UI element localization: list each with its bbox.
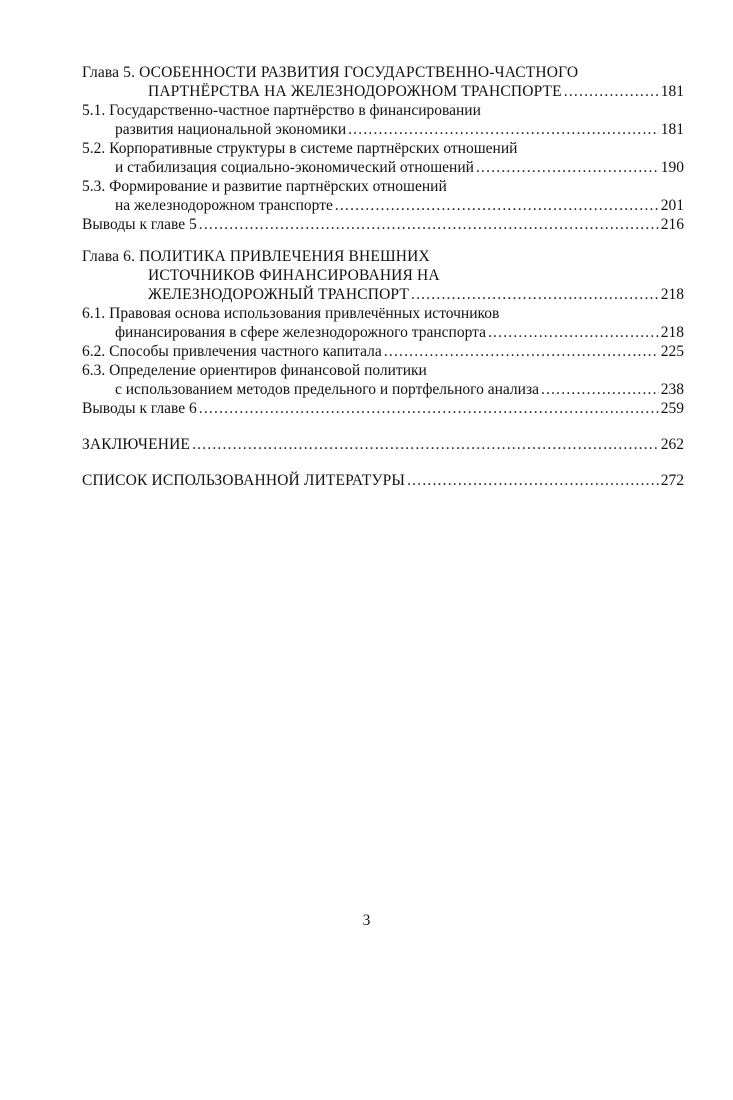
toc-section-5-3-line-1: 5.3. Формирование и развитие партнёрских отношений [82,178,447,195]
leader-dots [411,285,659,304]
leader-dots [476,158,659,177]
toc-chapter-5-title-line-1: Глава 5. ОСОБЕННОСТИ РАЗВИТИЯ ГОСУДАРСТВЕННО-ЧАСТНОГО [82,64,579,81]
leader-dots [407,471,659,490]
toc-section-6-3-line-2: с использованием методов предельного и портфельного анализа [115,381,539,398]
toc-section-6-2-entry[interactable]: 6.2. Способы привлечения частного капитала ..... 225 [82,342,684,361]
leader-dots [192,435,659,454]
page-number: 3 [362,912,371,929]
leader-dots [488,323,659,342]
page-ref: 272 [660,472,684,489]
toc-section-6-1-entry[interactable] [82,323,684,342]
toc-chapter-6-title-line-2: ИСТОЧНИКОВ ФИНАНСИРОВАНИЯ НА [148,267,440,284]
toc-chapter-6-title-line-3: ЖЕЛЕЗНОДОРОЖНЫЙ ТРАНСПОРТ [148,286,409,303]
toc-section-5-2-line-2: и стабилизация социально-экономический отношений [115,159,474,176]
leader-dots [348,120,659,139]
toc-section-6-3-entry[interactable] [82,380,684,399]
toc-section-6-1-line-2: финансирования в сфере железнодорожного транспорта [115,324,486,341]
toc-chapter-6-title-line-1: Глава 6. ПОЛИТИКА ПРИВЛЕЧЕНИЯ ВНЕШНИХ [82,248,430,265]
toc-chapter-5-conclusions[interactable]: Выводы к главе 5 ..... 216 [82,215,684,234]
page-ref: 238 [660,381,684,398]
toc-section-5-2-entry[interactable] [82,158,684,177]
toc-conclusion-entry[interactable]: ЗАКЛЮЧЕНИЕ ..... 262 [82,435,684,454]
leader-dots [199,215,659,234]
leader-dots [199,399,659,418]
toc-section-5-3-entry[interactable] [82,196,684,215]
toc-section-6-3-line-1: 6.3. Определение ориентиров финансовой политики [82,362,427,379]
toc-section-5-3-line-2: на железнодорожном транспорте [115,197,333,214]
page-ref: 218 [660,324,684,341]
page-ref: 201 [660,197,684,214]
leader-dots [564,82,659,101]
leader-dots [335,196,659,215]
page-ref: 218 [660,286,684,303]
toc-chapter-6-conclusions[interactable]: Выводы к главе 6 ..... 259 [82,399,684,418]
toc-section-5-1-line-1: 5.1. Государственно-частное партнёрство в финансировании [82,102,481,119]
toc-section-6-1-line-1: 6.1. Правовая основа использования привлечённых источников [82,305,500,322]
page-ref: 181 [660,121,684,138]
leader-dots [384,342,659,361]
toc-chapter-5-entry[interactable] [82,82,684,101]
leader-dots [541,380,659,399]
page-ref: 216 [660,216,684,233]
page-ref: 190 [660,159,684,176]
table-of-contents [82,63,684,490]
page-ref: 259 [660,400,684,417]
toc-section-5-2-line-1: 5.2. Корпоративные структуры в системе партнёрских отношений [82,140,518,157]
toc-references-entry[interactable]: СПИСОК ИСПОЛЬЗОВАННОЙ ЛИТЕРАТУРЫ ..... 272 [82,471,684,490]
page-ref: 225 [660,343,684,360]
page-ref: 181 [660,83,684,100]
toc-chapter-5-title-line-2: ПАРТНЁРСТВА НА ЖЕЛЕЗНОДОРОЖНОМ ТРАНСПОРТЕ [148,83,562,100]
toc-chapter-6-entry[interactable] [82,285,684,304]
toc-section-5-1-entry[interactable] [82,120,684,139]
page-ref: 262 [660,436,684,453]
toc-section-5-1-line-2: развития национальной экономики [115,121,347,138]
